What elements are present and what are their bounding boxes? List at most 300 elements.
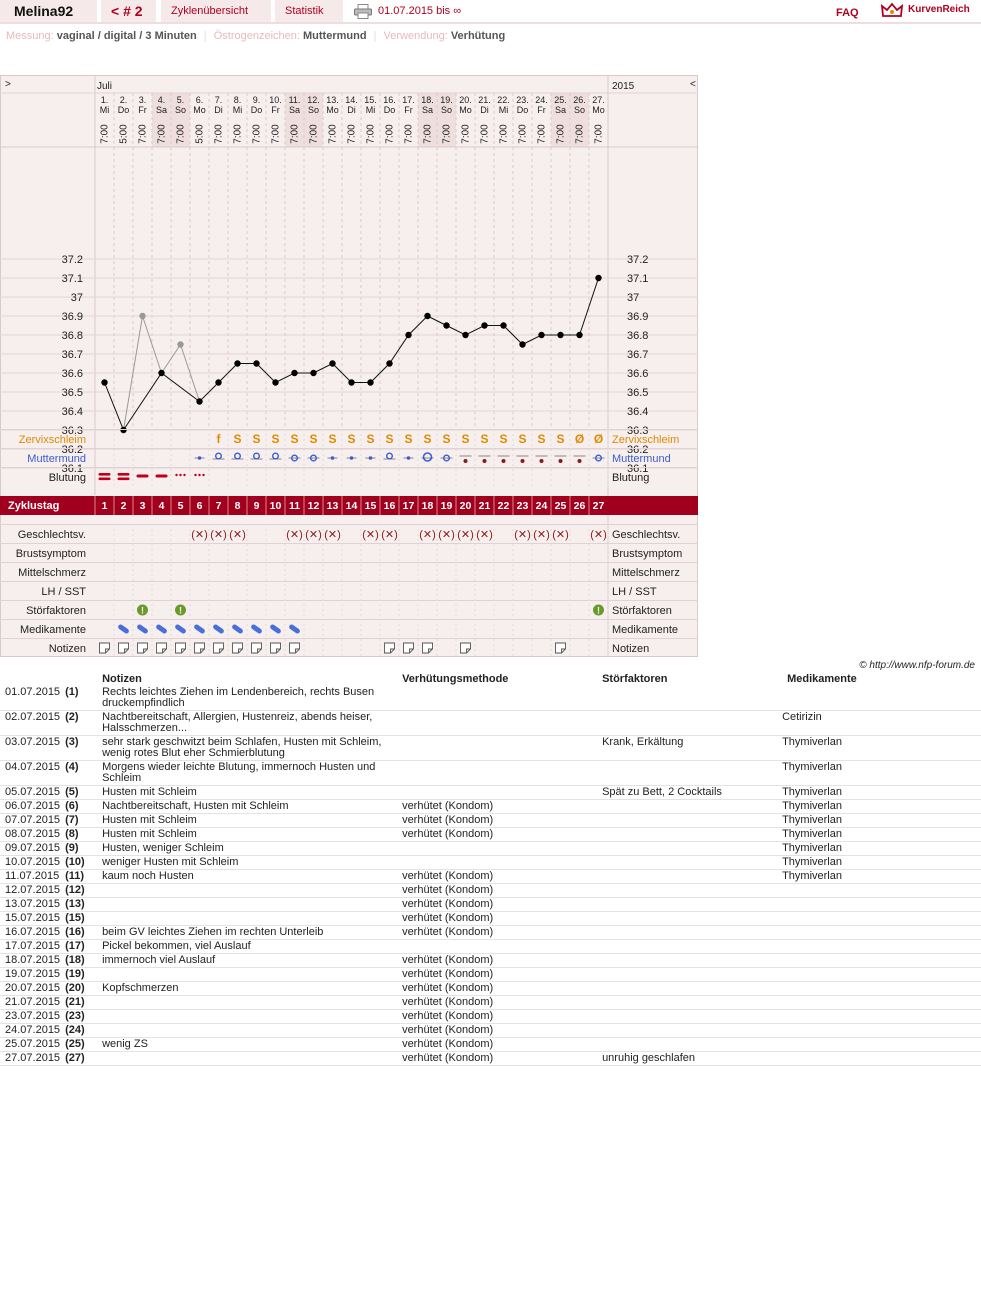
intercourse-protected-icon: (✕): [324, 529, 341, 541]
note-method: [397, 856, 597, 870]
note-disturbance: [597, 1038, 782, 1052]
note-text: [97, 996, 397, 1010]
temperature-point: [196, 398, 202, 404]
bleeding-mark: [179, 474, 181, 476]
excluded-line-segment: [162, 345, 181, 374]
pill-icon: [193, 624, 206, 635]
weekday-label: Di: [347, 105, 356, 115]
note-date: 11.07.2015: [0, 870, 65, 884]
row-label-notizen: Notizen: [48, 643, 86, 655]
intercourse-protected-icon: (✕): [419, 529, 436, 541]
table-row: [0, 870, 981, 884]
time-label: 7:00: [346, 124, 358, 144]
pill-icon: [250, 624, 263, 635]
tab-statistics[interactable]: Statistik: [275, 0, 343, 22]
note-method: [397, 842, 597, 856]
date-range: 01.07.2015 bis ∞: [378, 5, 462, 17]
time-label: 7:00: [365, 124, 377, 144]
method-header: Verhütungsmethode: [402, 673, 509, 685]
pill-icon: [136, 624, 149, 635]
weekday-label: Fr: [271, 105, 280, 115]
note-medication: [782, 912, 981, 926]
muttermund-mark: [559, 459, 563, 463]
table-row: [0, 968, 981, 982]
note-method: verhütet (Kondom): [397, 982, 597, 996]
note-cycle-day: (24): [65, 1024, 97, 1038]
note-disturbance: [597, 996, 782, 1010]
credit[interactable]: © http://www.nfp-forum.de: [859, 660, 975, 671]
row-label-gv: Geschlechtsv.: [17, 529, 86, 541]
note-date: 21.07.2015: [0, 996, 65, 1010]
temperature-point: [519, 341, 525, 347]
note-text: [97, 1052, 397, 1066]
note-medication: [782, 686, 981, 711]
time-label: 7:00: [422, 124, 434, 144]
note-date: 27.07.2015: [0, 1052, 65, 1066]
note-cycle-day: (21): [65, 996, 97, 1010]
day-header: [65, 672, 97, 686]
muttermund-mark: [369, 456, 373, 460]
notes-header: Notizen: [102, 673, 142, 685]
time-label: 7:00: [327, 124, 339, 144]
note-medication: [782, 1024, 981, 1038]
note-cycle-day: (8): [65, 828, 97, 842]
y-tick-label-left: 36.5: [61, 387, 83, 399]
measurement-info: [6, 30, 505, 42]
note-date: 17.07.2015: [0, 940, 65, 954]
time-label: 5:00: [194, 124, 206, 144]
row-label-right-notizen: Notizen: [612, 643, 650, 655]
year-label: 2015: [612, 81, 635, 92]
row-label-right-medi: Medikamente: [612, 624, 679, 636]
cycle-number-button[interactable]: < # 2: [101, 0, 156, 22]
table-row: [0, 1024, 981, 1038]
row-label-medi: Medikamente: [19, 624, 86, 636]
note-cycle-day: (12): [65, 884, 97, 898]
note-date: 13.07.2015: [0, 898, 65, 912]
pill-icon: [288, 624, 301, 635]
note-method: verhütet (Kondom): [397, 926, 597, 940]
intercourse-protected-icon: (✕): [286, 529, 303, 541]
temperature-point: [462, 332, 468, 338]
muttermund-mark: [521, 459, 525, 463]
date-label: 21.: [478, 95, 491, 105]
note-method: verhütet (Kondom): [397, 912, 597, 926]
note-text: wenig ZS: [97, 1038, 397, 1052]
note-medication: [782, 996, 981, 1010]
note-method: verhütet (Kondom): [397, 996, 597, 1010]
temperature-point: [500, 322, 506, 328]
note-cycle-day: (6): [65, 800, 97, 814]
pill-icon: [212, 624, 225, 635]
row-label-right-mittel: Mittelschmerz: [612, 567, 680, 579]
note-icon[interactable]: [271, 643, 281, 653]
table-row: [0, 996, 981, 1010]
weekday-label: Sa: [288, 105, 301, 115]
weekday-label: Mi: [99, 105, 110, 115]
cycle-day-number: 4: [158, 500, 165, 512]
note-icon[interactable]: [461, 643, 471, 653]
row-label-muttermund: Muttermund: [27, 453, 86, 465]
date-label: 25.: [554, 95, 567, 105]
y-tick-label-left: 36.2: [61, 444, 83, 456]
note-medication: [782, 1052, 981, 1066]
table-row: [0, 711, 981, 736]
note-medication: [782, 940, 981, 954]
y-tick-label-right: 36.2: [627, 444, 649, 456]
weekday-label: Sa: [155, 105, 168, 115]
y-tick-label-right: 36.1: [627, 463, 649, 475]
weekday-label: Sa: [421, 105, 434, 115]
cycle-day-number: 22: [497, 500, 510, 512]
y-tick-label-left: 36.9: [61, 311, 83, 323]
cycle-day-number: 23: [516, 500, 529, 512]
zervix-mark: S: [309, 432, 318, 446]
cycle-day-number: 25: [554, 500, 567, 512]
cycle-day-number: 12: [307, 500, 320, 512]
weekday-label: Mo: [592, 105, 605, 115]
zervix-mark: S: [537, 432, 546, 446]
note-text: immernoch viel Auslauf: [97, 954, 397, 968]
top-bar: [0, 0, 981, 24]
note-cycle-day: (5): [65, 786, 97, 800]
note-text: weniger Husten mit Schleim: [97, 856, 397, 870]
note-disturbance: [597, 761, 782, 786]
note-method: verhütet (Kondom): [397, 814, 597, 828]
cycle-day-number: 17: [402, 500, 415, 512]
date-label: 26.: [573, 95, 586, 105]
messung-value: vaginal / digital / 3 Minuten: [56, 30, 197, 42]
note-icon[interactable]: [157, 643, 167, 653]
note-icon[interactable]: [214, 643, 224, 653]
note-medication: [782, 954, 981, 968]
temperature-point: [595, 275, 601, 281]
separator: |: [373, 30, 377, 42]
note-text: [97, 884, 397, 898]
note-cycle-day: (3): [65, 736, 97, 761]
cycle-day-number: 10: [269, 500, 282, 512]
date-label: 12.: [307, 95, 320, 105]
time-label: 7:00: [498, 124, 510, 144]
time-label: 7:00: [460, 124, 472, 144]
note-date: 19.07.2015: [0, 968, 65, 982]
note-icon[interactable]: [119, 643, 129, 653]
weekday-label: Di: [214, 105, 223, 115]
zervix-mark: S: [404, 432, 413, 446]
temperature-point: [481, 322, 487, 328]
table-row: [0, 761, 981, 786]
bleeding-mark: [194, 474, 196, 476]
note-icon[interactable]: [556, 643, 566, 653]
time-label: 7:00: [441, 124, 453, 144]
intercourse-protected-icon: (✕): [362, 529, 379, 541]
disturbance-icon-mark: !: [141, 605, 144, 616]
temperature-point: [329, 360, 335, 366]
note-disturbance: [597, 711, 782, 736]
pill-icon: [269, 624, 282, 635]
verwendung-value: Verhütung: [450, 30, 506, 42]
note-disturbance: [597, 828, 782, 842]
weekday-label: Do: [117, 105, 130, 115]
table-row: [0, 884, 981, 898]
nav-prev-button[interactable]: >: [5, 79, 11, 90]
table-row: [0, 814, 981, 828]
weekday-label: Sa: [554, 105, 567, 115]
date-label: 16.: [383, 95, 396, 105]
note-icon[interactable]: [385, 643, 395, 653]
y-tick-label-right: 37: [627, 292, 640, 304]
note-text: beim GV leichtes Ziehen im rechten Unterleib: [97, 926, 397, 940]
date-label: 13.: [326, 95, 339, 105]
time-label: 7:00: [175, 124, 187, 144]
muttermund-mark: [407, 456, 411, 460]
note-medication: Thymiverlan: [782, 761, 981, 786]
note-icon[interactable]: [138, 643, 148, 653]
temperature-point: [424, 313, 430, 319]
zervix-mark: S: [366, 432, 375, 446]
temperature-point: [405, 332, 411, 338]
time-label: 7:00: [384, 124, 396, 144]
bleeding-mark: [99, 478, 111, 481]
note-method: verhütet (Kondom): [397, 800, 597, 814]
cycle-day-number: 24: [535, 500, 548, 512]
y-tick-label-left: 36.3: [61, 425, 83, 437]
note-method: [397, 686, 597, 711]
note-date: 10.07.2015: [0, 856, 65, 870]
date-label: 8.: [233, 95, 242, 105]
note-cycle-day: (23): [65, 1010, 97, 1024]
intercourse-protected-icon: (✕): [210, 529, 227, 541]
bleeding-mark: [156, 475, 168, 478]
note-text: kaum noch Husten: [97, 870, 397, 884]
faq-link[interactable]: FAQ: [836, 7, 859, 19]
note-cycle-day: (1): [65, 686, 97, 711]
cycle-chart: [0, 75, 698, 657]
note-text: [97, 1024, 397, 1038]
time-label: 7:00: [403, 124, 415, 144]
y-tick-label-right: 36.5: [627, 387, 649, 399]
note-icon[interactable]: [233, 643, 243, 653]
note-medication: [782, 898, 981, 912]
note-disturbance: [597, 870, 782, 884]
zervix-mark: S: [328, 432, 337, 446]
note-icon[interactable]: [195, 643, 205, 653]
date-label: 10.: [269, 95, 282, 105]
note-disturbance: [597, 898, 782, 912]
pill-icon: [231, 624, 244, 635]
table-row: [0, 926, 981, 940]
table-row: [0, 786, 981, 800]
weekday-label: Do: [250, 105, 263, 115]
note-method: [397, 940, 597, 954]
note-method: verhütet (Kondom): [397, 870, 597, 884]
time-label: 7:00: [536, 124, 548, 144]
date-label: 17.: [402, 95, 415, 105]
temperature-point: [443, 322, 449, 328]
note-icon[interactable]: [404, 643, 414, 653]
temperature-point: [291, 370, 297, 376]
crown-icon: [881, 2, 903, 20]
muttermund-mark: [540, 459, 544, 463]
notes-header-row: [0, 672, 981, 686]
weekday-label: Mo: [326, 105, 339, 115]
zervix-mark: S: [518, 432, 527, 446]
note-text: Husten mit Schleim: [97, 786, 397, 800]
intercourse-protected-icon: (✕): [229, 529, 246, 541]
muttermund-mark: [273, 453, 279, 459]
note-text: Nachtbereitschaft, Allergien, Hustenreiz, abends heiser, Halsschmerzen...: [97, 711, 397, 736]
note-cycle-day: (2): [65, 711, 97, 736]
nav-next-button[interactable]: <: [690, 79, 696, 90]
note-text: Husten, weniger Schleim: [97, 842, 397, 856]
cycle-day-number: 20: [459, 500, 472, 512]
notes-table: [0, 672, 981, 1066]
note-date: 18.07.2015: [0, 954, 65, 968]
cycle-day-number: 27: [592, 500, 605, 512]
excluded-temperature-point: [139, 313, 145, 319]
cycle-day-number: 8: [234, 500, 241, 512]
muttermund-mark: [387, 453, 393, 459]
note-disturbance: [597, 814, 782, 828]
separator: |: [203, 30, 207, 42]
y-tick-label-right: 37.2: [627, 254, 649, 266]
note-disturbance: [597, 686, 782, 711]
y-tick-label-left: 37.2: [61, 254, 83, 266]
note-medication: Thymiverlan: [782, 828, 981, 842]
time-label: 7:00: [517, 124, 529, 144]
weekday-label: Mo: [459, 105, 472, 115]
muttermund-mark: [254, 453, 260, 459]
tab-cycle-overview[interactable]: Zyklenübersicht: [161, 0, 271, 22]
y-tick-label-right: 36.6: [627, 368, 649, 380]
note-method: verhütet (Kondom): [397, 1052, 597, 1066]
note-medication: Thymiverlan: [782, 842, 981, 856]
zervix-mark: S: [252, 432, 261, 446]
bleeding-mark: [99, 473, 111, 476]
note-date: 06.07.2015: [0, 800, 65, 814]
y-tick-label-left: 36.8: [61, 330, 83, 342]
time-label: 7:00: [289, 124, 301, 144]
note-icon[interactable]: [100, 643, 110, 653]
temperature-point: [253, 360, 259, 366]
user-name[interactable]: Melina92: [0, 0, 97, 22]
temperature-point: [101, 379, 107, 385]
date-label: 20.: [459, 95, 472, 105]
note-text: Husten mit Schleim: [97, 828, 397, 842]
note-icon[interactable]: [252, 643, 262, 653]
weekday-label: Di: [480, 105, 489, 115]
note-date: 04.07.2015: [0, 761, 65, 786]
note-text: Rechts leichtes Ziehen im Lendenbereich, rechts Busen druckempfindlich: [97, 686, 397, 711]
zervix-mark: S: [556, 432, 565, 446]
note-disturbance: [597, 1010, 782, 1024]
temperature-point: [538, 332, 544, 338]
note-date: 05.07.2015: [0, 786, 65, 800]
note-icon[interactable]: [423, 643, 433, 653]
note-medication: [782, 1010, 981, 1024]
y-tick-label-right: 36.8: [627, 330, 649, 342]
note-disturbance: [597, 940, 782, 954]
note-text: Morgens wieder leichte Blutung, immernoch Husten und Schleim: [97, 761, 397, 786]
row-label-blutung: Blutung: [48, 472, 86, 484]
date-label: 23.: [516, 95, 529, 105]
kurvenreich-logo[interactable]: [881, 2, 981, 22]
note-cycle-day: (27): [65, 1052, 97, 1066]
disturbance-icon-mark: !: [597, 605, 600, 616]
temperature-point: [215, 379, 221, 385]
time-label: 7:00: [99, 124, 111, 144]
note-date: 08.07.2015: [0, 828, 65, 842]
muttermund-mark: [216, 453, 222, 459]
weekday-label: Fr: [138, 105, 147, 115]
note-disturbance: Krank, Erkältung: [597, 736, 782, 761]
weekday-label: Do: [516, 105, 529, 115]
note-method: verhütet (Kondom): [397, 884, 597, 898]
note-text: sehr stark geschwitzt beim Schlafen, Husten mit Schleim, wenig rotes Blut eher Schmierblutung: [97, 736, 397, 761]
bleeding-mark: [202, 474, 204, 476]
intercourse-protected-icon: (✕): [457, 529, 474, 541]
note-disturbance: Spät zu Bett, 2 Cocktails: [597, 786, 782, 800]
table-row: [0, 736, 981, 761]
note-date: 07.07.2015: [0, 814, 65, 828]
cycle-day-number: 19: [440, 500, 453, 512]
weekday-label: So: [307, 105, 320, 115]
zervix-mark: f: [216, 432, 221, 446]
note-medication: Cetirizin: [782, 711, 981, 736]
table-row: [0, 686, 981, 711]
y-tick-label-left: 36.4: [61, 406, 83, 418]
note-date: 16.07.2015: [0, 926, 65, 940]
date-label: 6.: [195, 95, 204, 105]
note-cycle-day: (7): [65, 814, 97, 828]
date-label: 15.: [364, 95, 377, 105]
weekday-label: So: [440, 105, 453, 115]
note-text: Kopfschmerzen: [97, 982, 397, 996]
cycle-day-label: Zyklustag: [8, 500, 60, 512]
muttermund-mark: [235, 453, 241, 459]
y-tick-label-left: 37.1: [61, 273, 83, 285]
note-disturbance: unruhig geschlafen: [597, 1052, 782, 1066]
cycle-day-number: 1: [101, 500, 108, 512]
date-label: 19.: [440, 95, 453, 105]
disturbance-icon-mark: !: [179, 605, 182, 616]
note-icon[interactable]: [176, 643, 186, 653]
date-header: [0, 672, 65, 686]
time-label: 7:00: [156, 124, 168, 144]
row-label-right-lh: LH / SST: [612, 586, 657, 598]
time-label: 7:00: [270, 124, 282, 144]
zervix-mark: S: [385, 432, 394, 446]
note-date: 24.07.2015: [0, 1024, 65, 1038]
note-cycle-day: (25): [65, 1038, 97, 1052]
note-disturbance: [597, 884, 782, 898]
cycle-day-number: 3: [139, 500, 146, 512]
intercourse-protected-icon: (✕): [438, 529, 455, 541]
temperature-point: [386, 360, 392, 366]
y-tick-label-left: 36.1: [61, 463, 83, 475]
y-tick-label-left: 36.7: [61, 349, 83, 361]
zervix-mark: Ø: [593, 432, 604, 446]
time-label: 7:00: [137, 124, 149, 144]
row-label-right-blutung: Blutung: [612, 472, 650, 484]
temperature-point: [310, 370, 316, 376]
note-icon[interactable]: [290, 643, 300, 653]
logo-text: KurvenReich: [908, 4, 970, 15]
row-label-mittel: Mittelschmerz: [18, 567, 86, 579]
verwendung-label: Verwendung:: [383, 30, 448, 42]
printer-icon[interactable]: [354, 4, 372, 19]
muttermund-mark: [464, 459, 468, 463]
